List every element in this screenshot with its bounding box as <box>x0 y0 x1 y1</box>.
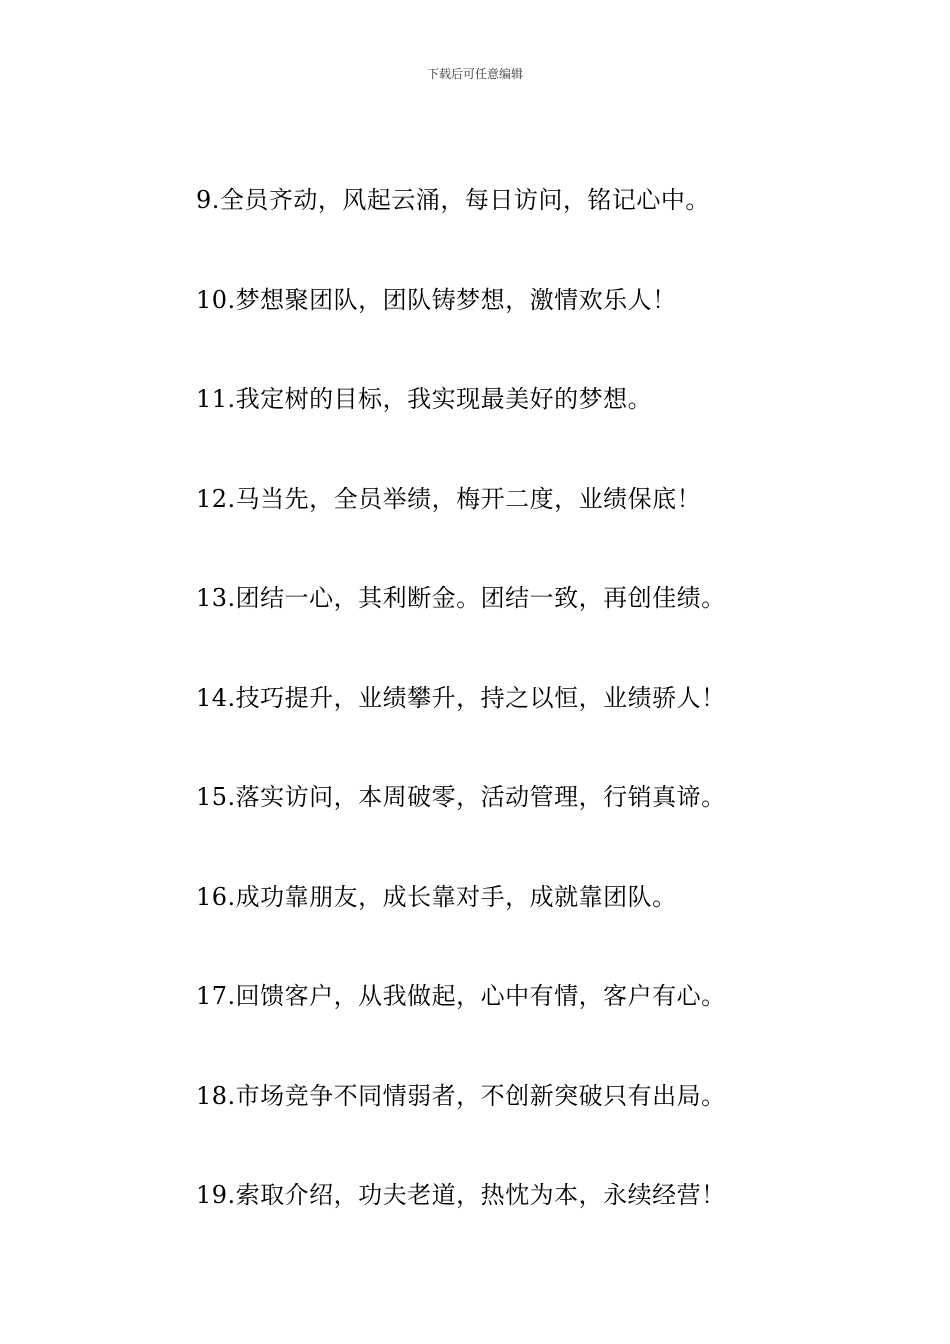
slogan-line: 14.技巧提升，业绩攀升，持之以恒，业绩骄人！ <box>196 683 726 712</box>
slogan-line: 16.成功靠朋友，成长靠对手，成就靠团队。 <box>196 882 677 911</box>
slogan-line: 10.梦想聚团队，团队铸梦想，激情欢乐人！ <box>196 285 677 314</box>
slogan-line: 17.回馈客户，从我做起，心中有情，客户有心。 <box>196 982 726 1010</box>
slogan-line: 11.我定树的目标，我实现最美好的梦想。 <box>196 385 653 413</box>
slogan-line: 13.团结一心，其利断金。团结一致，再创佳绩。 <box>196 584 726 612</box>
slogan-line: 12.马当先，全员举绩，梅开二度，业绩保底！ <box>196 484 702 513</box>
slogan-line: 18.市场竞争不同情弱者，不创新突破只有出局。 <box>196 1081 726 1110</box>
page-header: 下载后可任意编辑 <box>426 67 523 81</box>
slogan-line: 9.全员齐动，风起云涌，每日访问，铭记心中。 <box>196 186 710 214</box>
slogan-line: 15.落实访问，本周破零，活动管理，行销真谛。 <box>196 783 726 811</box>
slogan-list <box>196 180 816 1275</box>
slogan-line: 19.索取介绍，功夫老道，热忱为本，永续经营！ <box>196 1181 726 1209</box>
